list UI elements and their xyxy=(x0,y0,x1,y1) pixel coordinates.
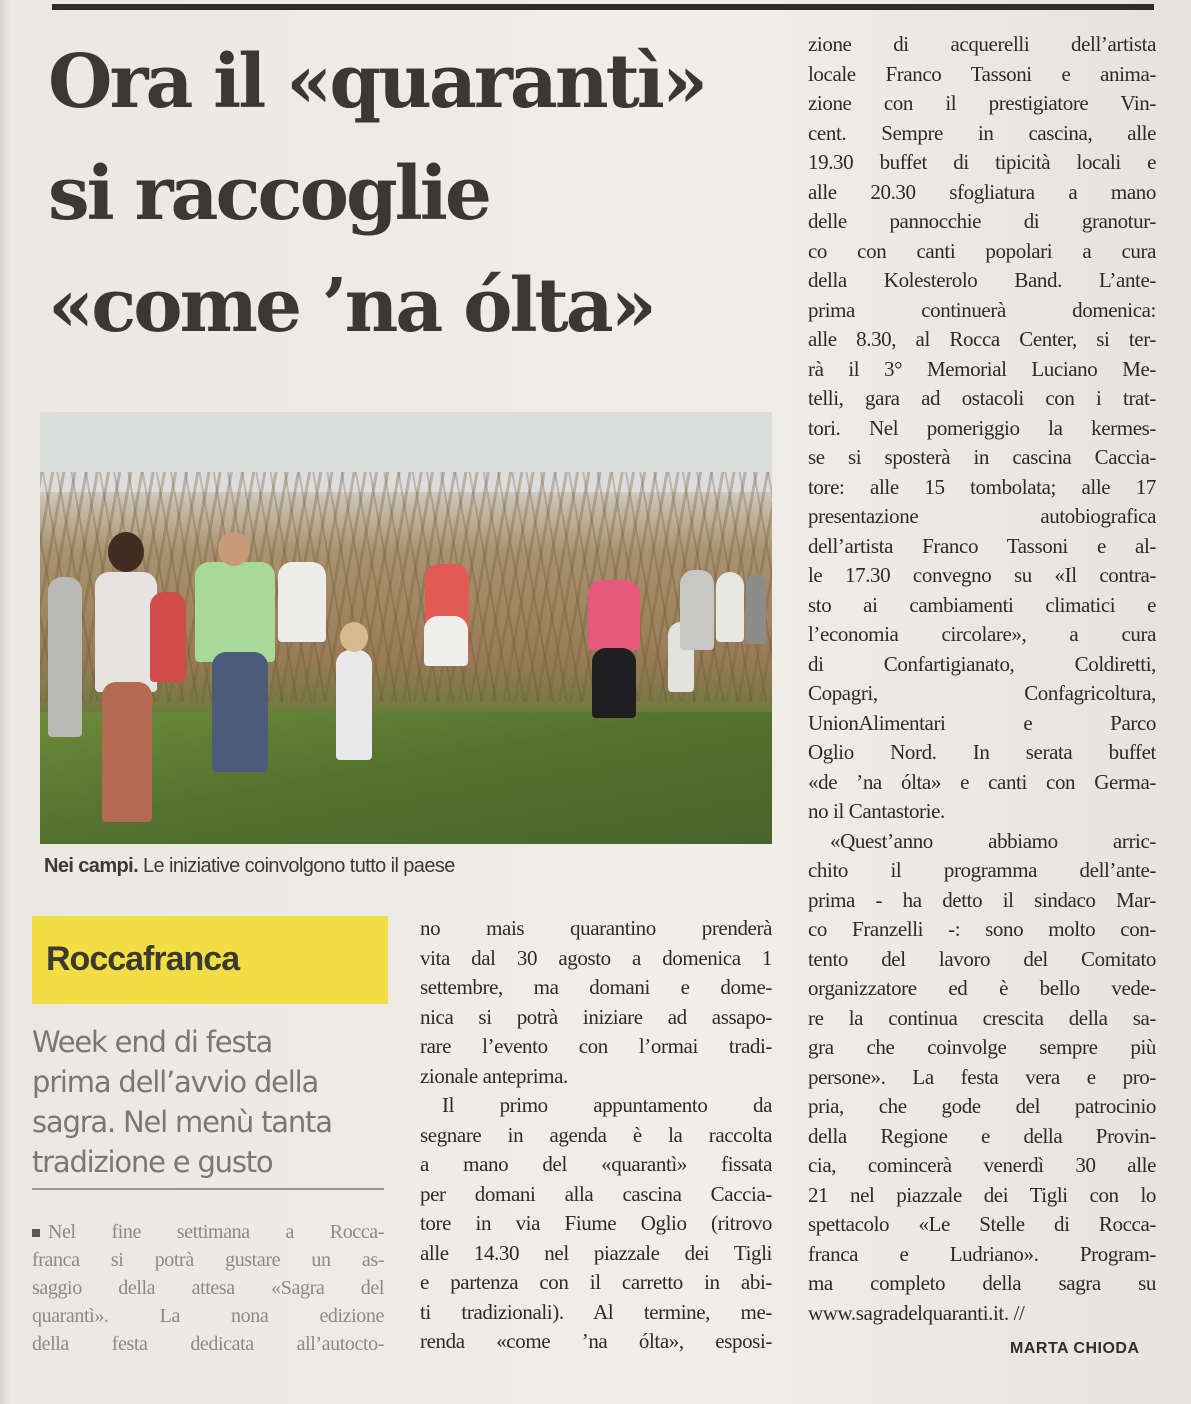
text-line: a mano del «quarantì» fissata xyxy=(420,1152,772,1176)
caption-text: Le iniziative coinvolgono tutto il paese xyxy=(138,855,455,877)
text-line: presentazione autobiografica xyxy=(808,504,1156,528)
photo-person xyxy=(746,574,766,644)
text-line: per domani alla cascina Caccia- xyxy=(420,1181,772,1206)
text-line: tore: alle 15 tombolata; alle 17 xyxy=(808,474,1156,499)
text-line xyxy=(32,1218,384,1246)
text-line: l’economia circolare», a cura xyxy=(808,622,1156,646)
text-line: no mais quarantino prenderà xyxy=(420,916,772,940)
text-line: alle 8.30, al Rocca Center, si ter- xyxy=(808,327,1156,351)
article-column-3 xyxy=(808,30,1156,1328)
section-tag-label: Roccafranca xyxy=(46,940,240,978)
text-line: zione con il prestigiatore Vin- xyxy=(808,91,1156,115)
article-column-2 xyxy=(420,914,772,1357)
text-line: zione di acquerelli dell’artista xyxy=(808,32,1156,56)
text-line: UnionAlimentari e Parco xyxy=(808,710,1156,735)
text-line: chito il programma dell’ante- xyxy=(808,858,1156,882)
text-line: tore in via Fiume Oglio (ritrovo xyxy=(420,1211,772,1235)
section-tag xyxy=(32,916,388,1004)
photo-person xyxy=(48,577,82,737)
photo-person xyxy=(212,652,268,772)
photo-person xyxy=(716,572,744,642)
text-line: prima - ha detto il sindaco Mar- xyxy=(808,887,1156,912)
photo-person xyxy=(336,650,372,760)
article-column-1 xyxy=(32,1218,384,1358)
headline-line-2: si raccoglie xyxy=(48,151,489,237)
text-line: Copagri, Confagricoltura, xyxy=(808,681,1156,705)
cornfield-photo xyxy=(40,412,772,844)
square-bullet-icon xyxy=(32,1229,40,1237)
text-line: spettacolo «Le Stelle di Rocca- xyxy=(808,1212,1156,1236)
text-line: delle pannocchie di granotur- xyxy=(808,209,1156,233)
text-line: organizzatore ed è bello vede- xyxy=(808,976,1156,1000)
photo-person-head xyxy=(340,622,368,652)
photo-person xyxy=(278,562,326,642)
text-line: «de ’na ólta» e canti con Germa- xyxy=(808,769,1156,794)
photo-person xyxy=(95,572,157,692)
subhead-line: prima dell’avvio della xyxy=(32,1065,319,1099)
text-line: franca e Ludriano». Program- xyxy=(808,1241,1156,1266)
text-line: cent. Sempre in cascina, alle xyxy=(808,120,1156,145)
subhead xyxy=(32,1022,388,1182)
byline: MARTA CHIODA xyxy=(1010,1340,1140,1357)
text-line: 21 nel piazzale dei Tigli con lo xyxy=(808,1182,1156,1207)
photo-person xyxy=(195,562,275,662)
text-line: rare l’evento con l’ormai tradi- xyxy=(420,1034,772,1058)
text-line: alle 14.30 nel piazzale dei Tigli xyxy=(420,1240,772,1265)
text-line: vita dal 30 agosto a domenica 1 xyxy=(420,945,772,970)
text-line: dell’artista Franco Tassoni e al- xyxy=(808,533,1156,558)
text-line: tento del lavoro del Comitato xyxy=(808,946,1156,971)
text-line: telli, gara ad ostacoli con i trat- xyxy=(808,386,1156,410)
text-line: ti tradizionali). Al termine, me- xyxy=(420,1299,772,1324)
photo-person xyxy=(150,592,186,682)
text-line: della Regione e della Provin- xyxy=(808,1123,1156,1148)
text-line: franca si potrà gustare un as- xyxy=(32,1249,384,1271)
text-line: re la continua crescita della sa- xyxy=(808,1005,1156,1030)
text-line: della festa dedicata all’autocto- xyxy=(32,1333,384,1355)
text-line: co Franzelli -: sono molto con- xyxy=(808,917,1156,941)
headline xyxy=(48,26,788,362)
subhead-line: sagra. Nel menù tanta xyxy=(32,1105,332,1139)
text-line: prima continuerà domenica: xyxy=(808,297,1156,322)
text-line: zionale anteprima. xyxy=(420,1063,568,1088)
text-line: Oglio Nord. In serata buffet xyxy=(808,740,1156,764)
text-line: ma completo della sagra su xyxy=(808,1271,1156,1295)
photo-person-head xyxy=(218,532,250,566)
text-line: saggio della attesa «Sagra del xyxy=(32,1277,384,1299)
text-line: le 17.30 convegno su «Il contra- xyxy=(808,563,1156,587)
subhead-line: tradizione e gusto xyxy=(32,1145,273,1179)
text-line: gra che coinvolge sempre più xyxy=(808,1035,1156,1059)
text-line: www.sagradelquaranti.it. // xyxy=(808,1300,1025,1325)
text-line: renda «come ’na ólta», esposi- xyxy=(420,1329,772,1353)
photo-person xyxy=(588,580,640,650)
photo-caption xyxy=(44,853,764,879)
text-line: pria, che gode del patrocinio xyxy=(808,1094,1156,1118)
text-line: rà il 3° Memorial Luciano Me- xyxy=(808,356,1156,381)
headline-line-1: Ora il «quarantì» xyxy=(48,39,706,125)
photo-person xyxy=(680,570,714,650)
text-line-content: Nel fine settimana a Rocca- xyxy=(48,1221,384,1243)
text-line: e partenza con il carretto in abi- xyxy=(420,1270,772,1294)
text-line: della Kolesterolo Band. L’ante- xyxy=(808,268,1156,292)
text-line: sto ai cambiamenti climatici e xyxy=(808,592,1156,617)
text-line: alle 20.30 sfogliatura a mano xyxy=(808,179,1156,204)
text-line: locale Franco Tassoni e anima- xyxy=(808,61,1156,86)
text-line: se si sposterà in cascina Caccia- xyxy=(808,445,1156,469)
photo-person xyxy=(424,616,468,666)
caption-lead: Nei campi. xyxy=(44,855,139,877)
text-line: persone». La festa vera e pro- xyxy=(808,1064,1156,1089)
text-line: Il primo appuntamento da xyxy=(442,1093,772,1117)
subhead-divider xyxy=(32,1188,384,1190)
text-line: co con canti popolari a cura xyxy=(808,238,1156,263)
photo-person xyxy=(102,682,152,822)
subhead-line: Week end di festa xyxy=(32,1025,273,1059)
text-line: tori. Nel pomeriggio la kermes- xyxy=(808,415,1156,440)
top-rule xyxy=(52,4,1154,10)
text-line: no il Cantastorie. xyxy=(808,799,945,823)
text-line: settembre, ma domani e dome- xyxy=(420,975,772,999)
headline-line-3: «come ’na ólta» xyxy=(48,263,654,349)
photo-person-head xyxy=(108,532,144,572)
text-line: «Quest’anno abbiamo arric- xyxy=(830,828,1156,853)
text-line: di Confartigianato, Coldiretti, xyxy=(808,651,1156,676)
text-line: 19.30 buffet di tipicità locali e xyxy=(808,150,1156,174)
photo-person xyxy=(592,648,636,718)
text-line: nica si potrà iniziare ad assapo- xyxy=(420,1004,772,1029)
text-line: quarantì». La nona edizione xyxy=(32,1305,384,1327)
text-line: cia, comincerà venerdì 30 alle xyxy=(808,1153,1156,1177)
text-line: segnare in agenda è la raccolta xyxy=(420,1122,772,1147)
